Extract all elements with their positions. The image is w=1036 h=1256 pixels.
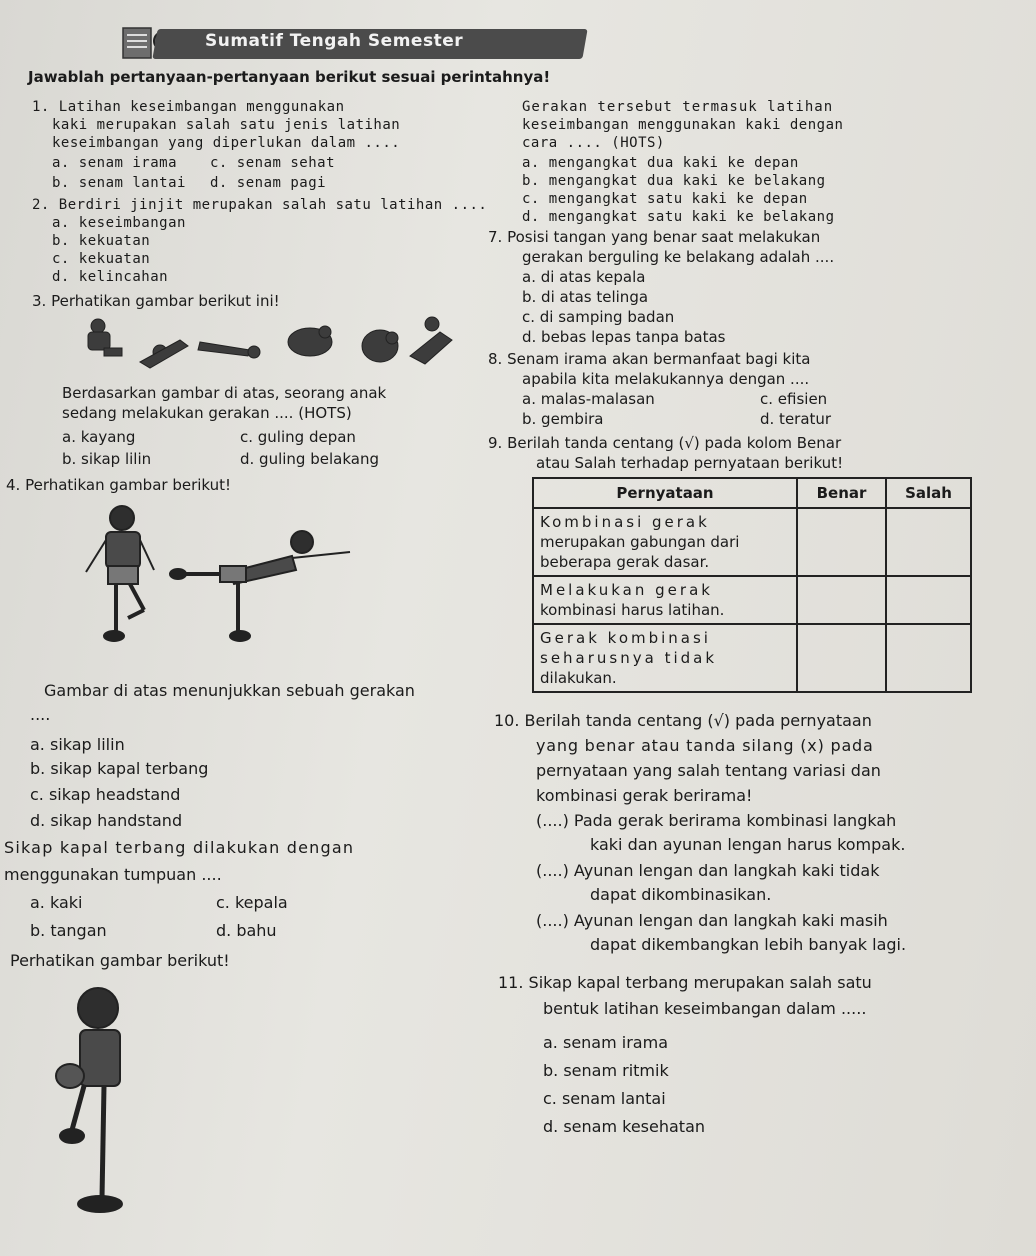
standing-balance-image bbox=[40, 980, 160, 1220]
q8-line-1: 8. Senam irama akan bermanfaat bagi kita bbox=[488, 350, 811, 368]
q5-line-1: Sikap kapal terbang dilakukan dengan bbox=[4, 838, 355, 857]
statement-line: Melakukan gerak bbox=[540, 581, 713, 599]
q3-stem: 3. Perhatikan gambar berikut ini! bbox=[32, 292, 280, 310]
table-row bbox=[533, 624, 971, 692]
q9-table bbox=[532, 477, 972, 693]
instruction: Jawablah pertanyaan-pertanyaan berikut sesuai perintahnya! bbox=[28, 68, 551, 86]
q4-option-d: d. sikap handstand bbox=[30, 811, 183, 830]
q2-option-a: a. keseimbangan bbox=[52, 215, 186, 231]
statement-line: seharusnya tidak bbox=[540, 649, 718, 667]
q11-option-d: d. senam kesehatan bbox=[543, 1117, 706, 1136]
statement-line: merupakan gabungan dari bbox=[540, 533, 740, 551]
statement-cell bbox=[533, 508, 797, 576]
q2-stem: 2. Berdiri jinjit merupakan salah satu latihan .... bbox=[32, 197, 488, 213]
q5-option-c: c. kepala bbox=[216, 893, 288, 912]
q5-option-d: d. bahu bbox=[216, 921, 277, 940]
q8-option-b: b. gembira bbox=[522, 410, 604, 428]
q3-option-b: b. sikap lilin bbox=[62, 450, 152, 468]
q7-option-a: a. di atas kepala bbox=[522, 268, 646, 286]
q11-line-2: bentuk latihan keseimbangan dalam ..... bbox=[543, 999, 867, 1018]
benar-checkbox-cell[interactable] bbox=[797, 624, 886, 692]
q3-line-2: sedang melakukan gerakan .... (HOTS) bbox=[62, 404, 352, 422]
q7-option-b: b. di atas telinga bbox=[522, 288, 649, 306]
q1-option-a: a. senam irama bbox=[52, 155, 178, 171]
q4-option-c: c. sikap headstand bbox=[30, 785, 181, 804]
q10-statement-3-line-1[interactable]: (....) Ayunan lengan dan langkah kaki masih bbox=[536, 911, 888, 930]
section-header bbox=[115, 25, 595, 61]
q10-statement-1-line-1[interactable]: (....) Pada gerak berirama kombinasi langkah bbox=[536, 811, 897, 830]
q10-line-4: kombinasi gerak berirama! bbox=[536, 786, 753, 805]
q3-line-1: Berdasarkan gambar di atas, seorang anak bbox=[62, 384, 387, 402]
q2-option-d: d. kelincahan bbox=[52, 269, 169, 285]
q3-option-d: d. guling belakang bbox=[240, 450, 379, 468]
q9-line-2: atau Salah terhadap pernyataan berikut! bbox=[536, 454, 844, 472]
q9-line-1: 9. Berilah tanda centang (√) pada kolom Benar bbox=[488, 434, 842, 452]
benar-checkbox-cell[interactable] bbox=[797, 508, 886, 576]
q4-stem: 4. Perhatikan gambar berikut! bbox=[6, 476, 232, 494]
q1-option-b: b. senam lantai bbox=[52, 175, 186, 191]
statement-line: beberapa gerak dasar. bbox=[540, 553, 710, 571]
q5-option-a: a. kaki bbox=[30, 893, 83, 912]
table-header-benar: Benar bbox=[797, 478, 886, 508]
table-header-pernyataan: Pernyataan bbox=[533, 478, 797, 508]
q11-option-b: b. senam ritmik bbox=[543, 1061, 669, 1080]
table-header-salah: Salah bbox=[886, 478, 971, 508]
q1-line-1: 1. Latihan keseimbangan menggunakan bbox=[32, 99, 345, 115]
statement-line: dilakukan. bbox=[540, 669, 617, 687]
q11-option-a: a. senam irama bbox=[543, 1033, 668, 1052]
q1-line-3: keseimbangan yang diperlukan dalam .... bbox=[52, 135, 401, 151]
table-row bbox=[533, 508, 971, 576]
statement-cell bbox=[533, 624, 797, 692]
q1-line-2: kaki merupakan salah satu jenis latihan bbox=[52, 117, 401, 133]
q6-option-d: d. mengangkat satu kaki ke belakang bbox=[522, 209, 835, 225]
statement-line: Gerak kombinasi bbox=[540, 629, 711, 647]
q7-line-1: 7. Posisi tangan yang benar saat melakukan bbox=[488, 228, 821, 246]
salah-checkbox-cell[interactable] bbox=[886, 508, 971, 576]
q10-statement-2-line-1[interactable]: (....) Ayunan lengan dan langkah kaki tidak bbox=[536, 861, 880, 880]
salah-checkbox-cell[interactable] bbox=[886, 624, 971, 692]
q4-option-a: a. sikap lilin bbox=[30, 735, 125, 754]
q2-option-b: b. kekuatan bbox=[52, 233, 151, 249]
rolling-sequence-image bbox=[80, 312, 460, 372]
q8-option-d: d. teratur bbox=[760, 410, 832, 428]
q3-option-c: c. guling depan bbox=[240, 428, 356, 446]
q6-line-2: keseimbangan menggunakan kaki dengan bbox=[522, 117, 844, 133]
q4-option-b: b. sikap kapal terbang bbox=[30, 759, 209, 778]
q2-option-c: c. kekuatan bbox=[52, 251, 151, 267]
q1-option-d: d. senam pagi bbox=[210, 175, 327, 191]
salah-checkbox-cell[interactable] bbox=[886, 576, 971, 624]
q10-line-1: 10. Berilah tanda centang (√) pada pernyataan bbox=[494, 711, 872, 730]
header-title: Sumatif Tengah Semester bbox=[205, 31, 464, 51]
q10-line-3: pernyataan yang salah tentang variasi dan bbox=[536, 761, 881, 780]
q3-option-a: a. kayang bbox=[62, 428, 136, 446]
balance-figures-image bbox=[70, 500, 370, 650]
q11-line-1: 11. Sikap kapal terbang merupakan salah satu bbox=[498, 973, 872, 992]
q8-option-c: c. efisien bbox=[760, 390, 828, 408]
q6-option-a: a. mengangkat dua kaki ke depan bbox=[522, 155, 799, 171]
table-row bbox=[533, 576, 971, 624]
q6-option-b: b. mengangkat dua kaki ke belakang bbox=[522, 173, 826, 189]
q7-line-2: gerakan berguling ke belakang adalah .... bbox=[522, 248, 835, 266]
q5-option-b: b. tangan bbox=[30, 921, 107, 940]
benar-checkbox-cell[interactable] bbox=[797, 576, 886, 624]
q5-after: Perhatikan gambar berikut! bbox=[10, 951, 230, 970]
q5-line-2: menggunakan tumpuan .... bbox=[4, 865, 222, 884]
q4-dots: .... bbox=[30, 705, 51, 724]
q7-option-d: d. bebas lepas tanpa batas bbox=[522, 328, 726, 346]
statement-cell bbox=[533, 576, 797, 624]
statement-line: Kombinasi gerak bbox=[540, 513, 710, 531]
q11-option-c: c. senam lantai bbox=[543, 1089, 666, 1108]
q10-statement-3-line-2: dapat dikembangkan lebih banyak lagi. bbox=[590, 935, 907, 954]
q6-line-3: cara .... (HOTS) bbox=[522, 135, 665, 151]
q10-statement-1-line-2: kaki dan ayunan lengan harus kompak. bbox=[590, 835, 906, 854]
q6-option-c: c. mengangkat satu kaki ke depan bbox=[522, 191, 808, 207]
statement-line: kombinasi harus latihan. bbox=[540, 601, 725, 619]
q8-line-2: apabila kita melakukannya dengan .... bbox=[522, 370, 810, 388]
q7-option-c: c. di samping badan bbox=[522, 308, 675, 326]
q6-line-1: Gerakan tersebut termasuk latihan bbox=[522, 99, 834, 115]
q8-option-a: a. malas-malasan bbox=[522, 390, 655, 408]
q10-statement-2-line-2: dapat dikombinasikan. bbox=[590, 885, 772, 904]
q1-option-c: c. senam sehat bbox=[210, 155, 336, 171]
q10-line-2: yang benar atau tanda silang (x) pada bbox=[536, 736, 874, 755]
q4-caption: Gambar di atas menunjukkan sebuah gerakan bbox=[44, 681, 415, 700]
